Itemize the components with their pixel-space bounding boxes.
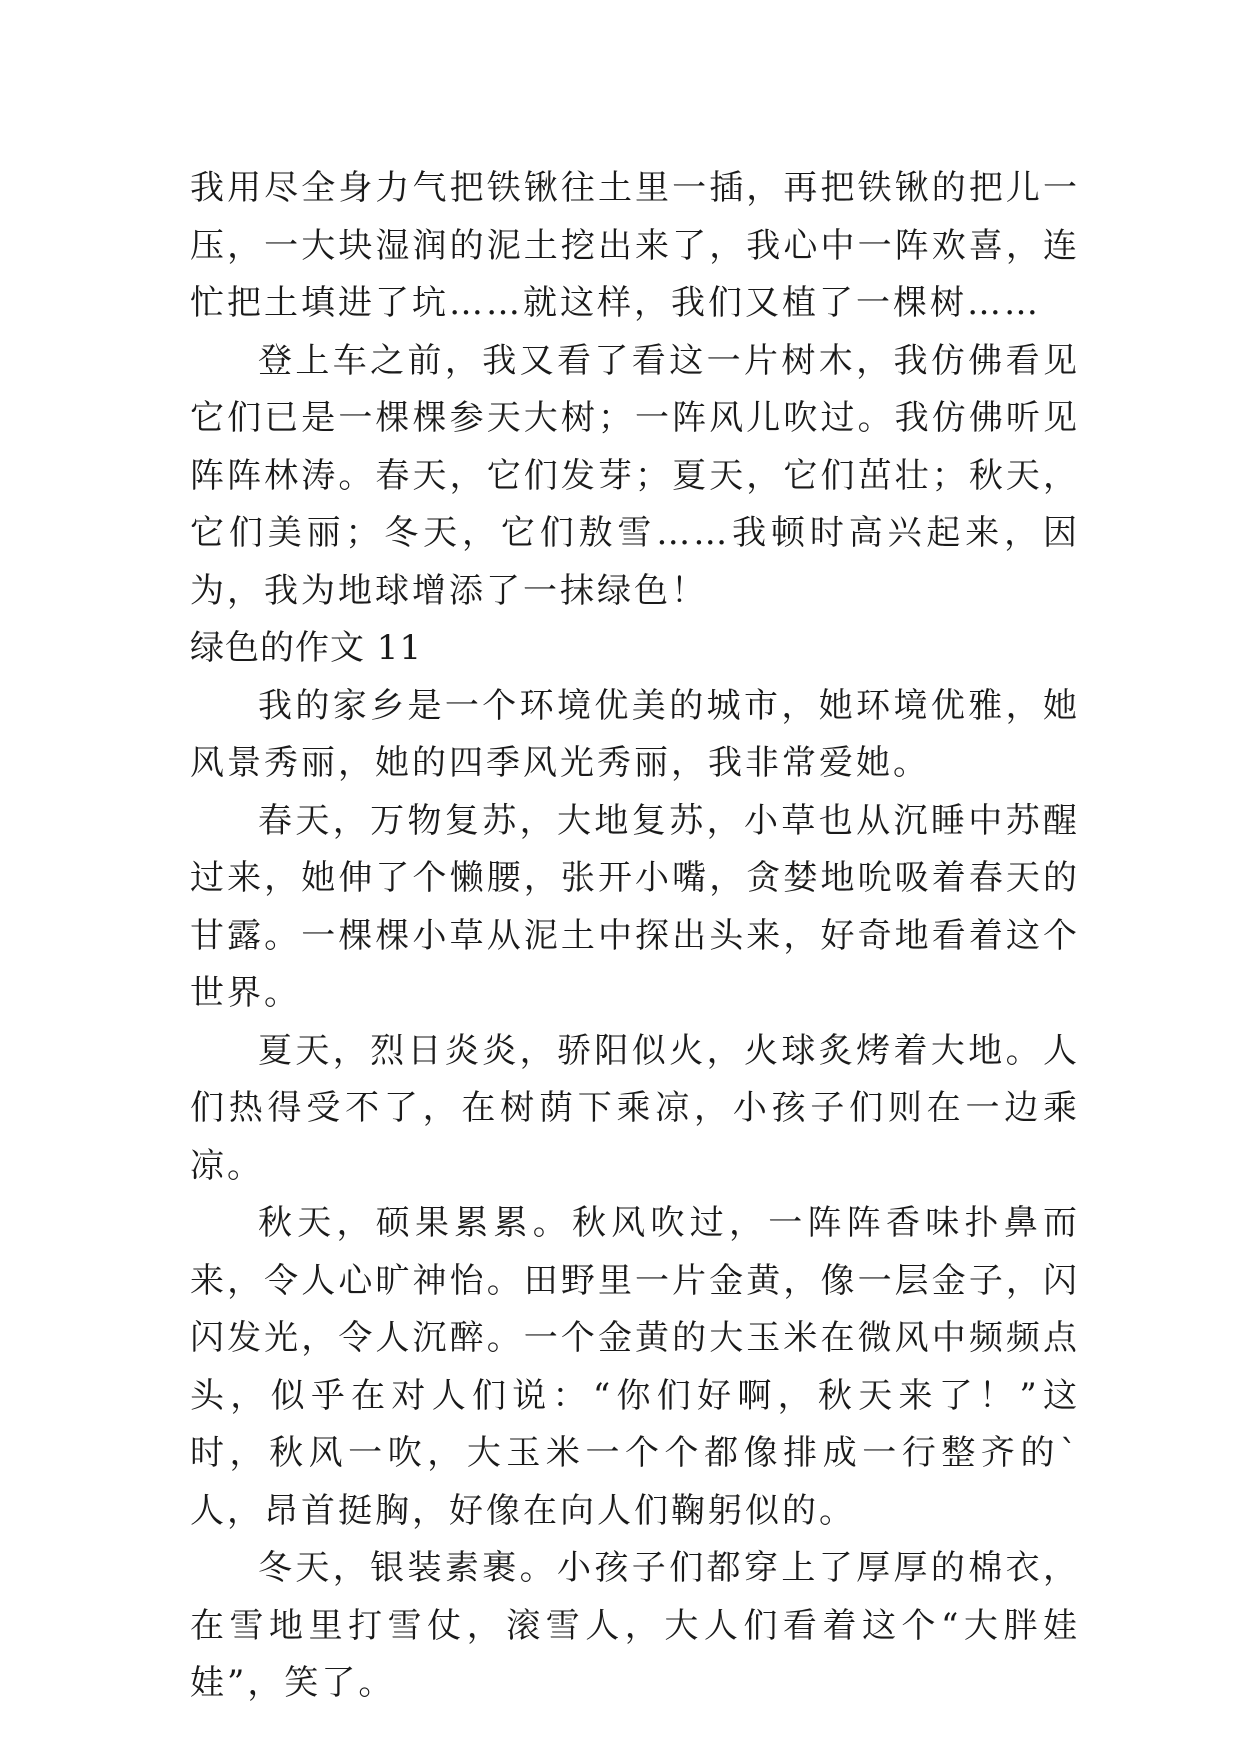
paragraph-spring: 春天，万物复苏，大地复苏，小草也从沉睡中苏醒过来，她伸了个懒腰，张开小嘴，贪婪地吮吸着春天的甘露。一棵棵小草从泥土中探出头来，好奇地看着这个世界。 <box>190 800 1080 1013</box>
essay-title: 绿色的作文 11 <box>190 628 423 668</box>
paragraph-autumn: 秋天，硕果累累。秋风吹过，一阵阵香味扑鼻而来，令人心旷神怡。田野里一片金黄，像一层金子，闪闪发光，令人沉醉。一个金黄的大玉米在微风中频频点头，似乎在对人们说：“你们好啊，秋天来了！”这时，秋风一吹，大玉米一个个都像排成一行整齐的`人，昂首挺胸，好像在向人们鞠躬似的。 <box>190 1203 1080 1531</box>
paragraph-hometown: 我的家乡是一个环境优美的城市，她环境优雅，她风景秀丽，她的四季风光秀丽，我非常爱她。 <box>190 685 1080 783</box>
paragraph-before-boarding: 登上车之前，我又看了看这一片树木，我仿佛看见它们已是一棵棵参天大树；一阵风儿吹过。我仿佛听见阵阵林涛。春天，它们发芽；夏天，它们茁壮；秋天，它们美丽；冬天，它们敖雪……我顿时高兴起来，因为，我为地球增添了一抹绿色！ <box>190 340 1080 611</box>
paragraph-planting-tree: 我用尽全身力气把铁锹往土里一插，再把铁锹的把儿一压，一大块湿润的泥土挖出来了，我心中一阵欢喜，连忙把土填进了坑……就这样，我们又植了一棵树…… <box>190 168 1080 323</box>
paragraph-summer: 夏天，烈日炎炎，骄阳似火，火球炙烤着大地。人们热得受不了，在树荫下乘凉，小孩子们则在一边乘凉。 <box>190 1030 1080 1186</box>
document-body <box>190 160 1080 1713</box>
paragraph-winter: 冬天，银装素裹。小孩子们都穿上了厚厚的棉衣，在雪地里打雪仗，滚雪人，大人们看着这个“大胖娃娃”，笑了。 <box>190 1548 1080 1703</box>
